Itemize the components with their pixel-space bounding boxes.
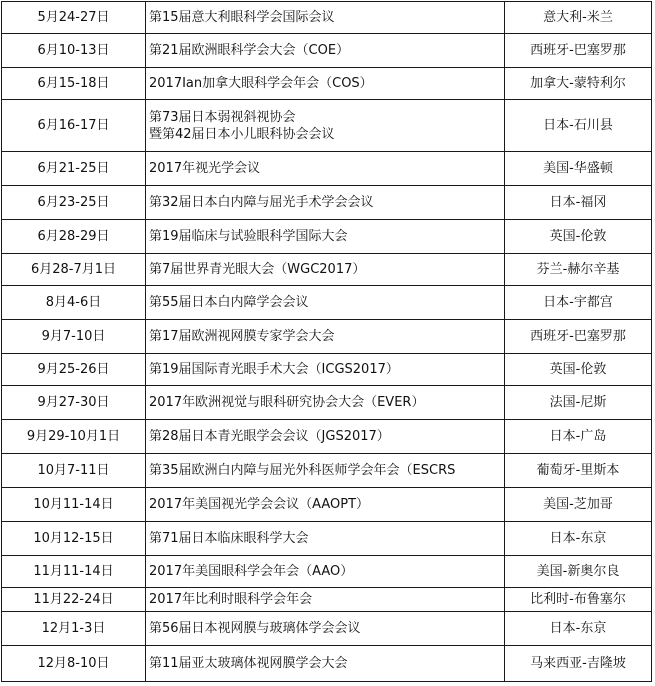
conference-date: 8月4-6日	[2, 286, 146, 320]
conference-name-line: 第55届日本白内障学会会议	[149, 295, 309, 310]
conference-date: 6月16-17日	[2, 100, 146, 152]
conference-name-line: 第7届世界青光眼大会（WGC2017）	[149, 262, 366, 277]
conference-name-line: 2017年美国视光学会会议（AAOPT）	[149, 497, 370, 512]
table-row	[2, 34, 652, 68]
conference-name	[146, 152, 505, 186]
conference-location: 英国-伦敦	[505, 220, 652, 254]
conference-name	[146, 556, 505, 588]
conference-name-line: 第21届欧洲眼科学会大会（COE）	[149, 43, 350, 58]
conference-location: 加拿大-蒙特利尔	[505, 68, 652, 100]
table-row	[2, 2, 652, 34]
conference-location: 美国-新奥尔良	[505, 556, 652, 588]
conference-name-line: 第32届日本白内障与屈光手术学会会议	[149, 195, 374, 210]
conference-date: 6月28-29日	[2, 220, 146, 254]
conference-date: 9月25-26日	[2, 354, 146, 386]
conference-location: 日本-东京	[505, 612, 652, 646]
conference-date: 6月23-25日	[2, 186, 146, 220]
conference-date: 12月1-3日	[2, 612, 146, 646]
table-row	[2, 488, 652, 522]
conference-date: 5月24-27日	[2, 2, 146, 34]
conference-location: 芬兰-赫尔辛基	[505, 254, 652, 286]
conference-location: 日本-石川县	[505, 100, 652, 152]
conference-date: 9月7-10日	[2, 320, 146, 354]
conference-date: 9月29-10月1日	[2, 420, 146, 454]
conference-name-line: 第71届日本临床眼科学大会	[149, 531, 309, 546]
table-row	[2, 556, 652, 588]
conference-date: 10月12-15日	[2, 522, 146, 556]
conference-location: 马来西亚-吉隆坡	[505, 646, 652, 682]
conference-name	[146, 286, 505, 320]
conference-name-line: 第15届意大利眼科学会国际会议	[149, 10, 335, 25]
conference-date: 6月21-25日	[2, 152, 146, 186]
conference-location: 西班牙-巴塞罗那	[505, 34, 652, 68]
conference-name	[146, 646, 505, 682]
conference-location: 意大利-米兰	[505, 2, 652, 34]
conference-location: 日本-福冈	[505, 186, 652, 220]
conference-name-line: 第28届日本青光眼学会会议（JGS2017）	[149, 429, 390, 444]
table-row	[2, 588, 652, 612]
conference-date: 9月27-30日	[2, 386, 146, 420]
conference-name	[146, 354, 505, 386]
conference-date: 11月22-24日	[2, 588, 146, 612]
table-row	[2, 354, 652, 386]
conference-location: 日本-东京	[505, 522, 652, 556]
table-row	[2, 386, 652, 420]
conference-name	[146, 612, 505, 646]
conference-name-line: 第35届欧洲白内障与屈光外科医师学会年会（ESCRS	[149, 463, 456, 478]
conference-name	[146, 420, 505, 454]
conference-location: 日本-宇都宫	[505, 286, 652, 320]
conference-name	[146, 220, 505, 254]
table-row	[2, 186, 652, 220]
conference-name	[146, 186, 505, 220]
conference-date: 11月11-14日	[2, 556, 146, 588]
conference-location: 美国-芝加哥	[505, 488, 652, 522]
table-row	[2, 646, 652, 682]
conference-date: 6月10-13日	[2, 34, 146, 68]
conference-name	[146, 522, 505, 556]
table-row	[2, 100, 652, 152]
conference-location: 比利时-布鲁塞尔	[505, 588, 652, 612]
conference-name-line: 2017年欧洲视觉与眼科研究协会大会（EVER）	[149, 395, 425, 410]
conference-name	[146, 454, 505, 488]
conference-name	[146, 254, 505, 286]
conference-name	[146, 588, 505, 612]
conference-name-line: 第19届国际青光眼手术大会（ICGS2017）	[149, 362, 399, 377]
conference-schedule-table	[1, 1, 652, 682]
table-row	[2, 68, 652, 100]
conference-name-line: 第73届日本弱视斜视协会	[149, 109, 296, 125]
conference-name	[146, 320, 505, 354]
table-row	[2, 152, 652, 186]
table-row	[2, 454, 652, 488]
conference-date: 10月11-14日	[2, 488, 146, 522]
conference-name	[146, 488, 505, 522]
conference-location: 美国-华盛顿	[505, 152, 652, 186]
conference-name	[146, 100, 505, 152]
conference-location: 西班牙-巴塞罗那	[505, 320, 652, 354]
conference-name-line: 第19届临床与试验眼科学国际大会	[149, 229, 348, 244]
conference-name-line: 第56届日本视网膜与玻璃体学会会议	[149, 621, 361, 636]
conference-location: 英国-伦敦	[505, 354, 652, 386]
conference-name	[146, 34, 505, 68]
conference-date: 6月15-18日	[2, 68, 146, 100]
conference-name-line: 2017年视光学会议	[149, 161, 261, 176]
conference-date: 6月28-7月1日	[2, 254, 146, 286]
table-row	[2, 286, 652, 320]
table-row	[2, 320, 652, 354]
conference-rows	[2, 2, 652, 682]
conference-date: 12月8-10日	[2, 646, 146, 682]
table-row	[2, 254, 652, 286]
table-row	[2, 522, 652, 556]
table-row	[2, 612, 652, 646]
conference-name-line: 第17届欧洲视网膜专家学会大会	[149, 329, 335, 344]
table-row	[2, 220, 652, 254]
conference-name-line: 2017年比利时眼科学会年会	[149, 592, 313, 607]
conference-name	[146, 386, 505, 420]
conference-name-line: 暨第42届日本小儿眼科协会会议	[149, 126, 335, 142]
table-row	[2, 420, 652, 454]
conference-date: 10月7-11日	[2, 454, 146, 488]
conference-name-line: 2017年美国眼科学会年会（AAO）	[149, 564, 354, 579]
conference-location: 法国-尼斯	[505, 386, 652, 420]
conference-name-line: 2017Ian加拿大眼科学会年会（COS）	[149, 76, 373, 91]
conference-location: 日本-广岛	[505, 420, 652, 454]
conference-name	[146, 2, 505, 34]
conference-name-line: 第11届亚太玻璃体视网膜学会大会	[149, 656, 348, 671]
conference-name	[146, 68, 505, 100]
conference-location: 葡萄牙-里斯本	[505, 454, 652, 488]
